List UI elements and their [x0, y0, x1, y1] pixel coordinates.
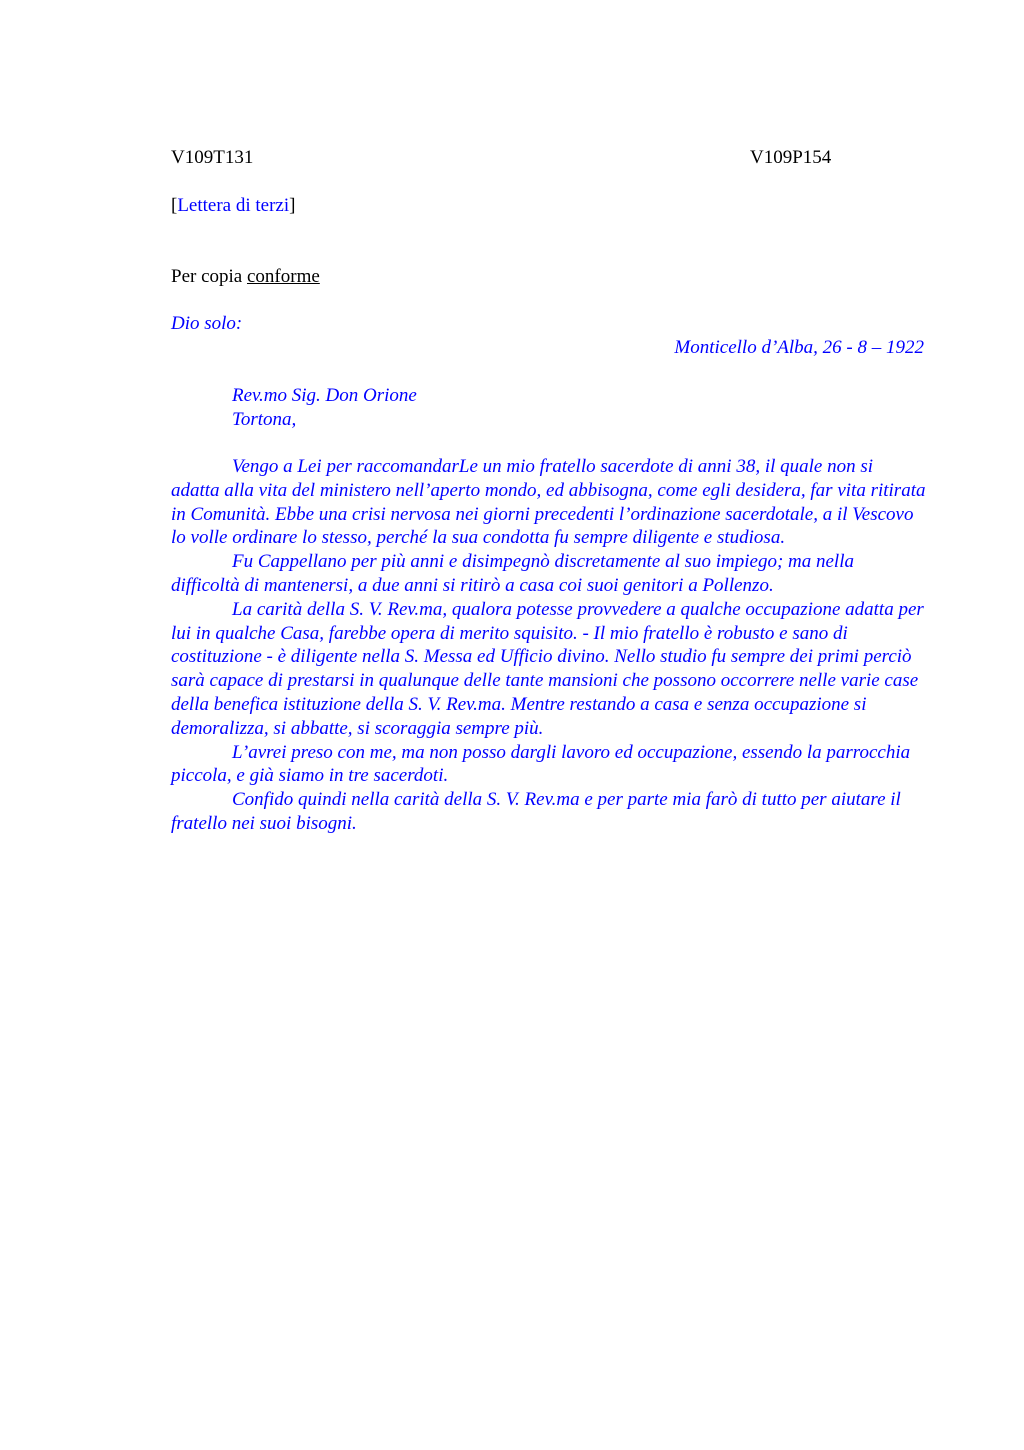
editorial-note-label: Lettera di terzi	[177, 195, 290, 216]
addressee-line-1: Rev.mo Sig. Don Orione	[232, 385, 417, 406]
letter-paragraph: La carità della S. V. Rev.ma, qualora potesse provvedere a qualche occupazione adatta per lui in qualche Casa, farebbe opera di merito squisito. - Il mio fratello è robusto e sano di costituzione - è diligente nella S. Messa ed Ufficio divino. Nello studio fu sempre dei primi perciò sarà capace di prestarsi in qualunque delle tante mansioni che possono occorrere nelle varie case della benefica istituzione della S. V. Rev.ma. Mentre restando a casa e senza occupazione si demoralizza, si abbatte, si scoraggia sempre più.	[171, 598, 924, 739]
letter-body	[171, 455, 926, 836]
copy-statement	[171, 266, 320, 288]
letter-paragraph: Confido quindi nella carità della S. V. Rev.ma e per parte mia farò di tutto per aiutare il fratello nei suoi bisogni.	[171, 789, 901, 834]
letter-paragraph: Vengo a Lei per raccomandarLe un mio fratello sacerdote di anni 38, il quale non si adatta alla vita del ministero nell’aperto mondo, ed abbisogna, come egli desidera, far vita ritirata in Comunità. Ebbe una crisi nervosa nei giorni precedenti l’ordinazione sacerdotale, a il Vescovo lo volle ordinare lo stesso, perché la sua condotta fu sempre diligente e studiosa.	[171, 456, 926, 549]
editorial-note	[171, 195, 295, 217]
copy-statement-prefix: Per copia	[171, 266, 247, 287]
addressee-line-2: Tortona,	[232, 409, 297, 430]
letter-addressee	[232, 384, 417, 432]
open-bracket: [	[171, 195, 178, 216]
copy-statement-underlined: conforme	[246, 266, 320, 287]
close-bracket: ]	[289, 195, 296, 216]
letter-paragraph: L’avrei preso con me, ma non posso dargli lavoro ed occupazione, essendo la parrocchia piccola, e già siamo in tre sacerdoti.	[171, 741, 911, 787]
reference-code-left: V109T131	[171, 147, 254, 168]
reference-code-right: V109P154	[750, 147, 832, 168]
letter-paragraph: Fu Cappellano per più anni e disimpegnò discretamente al suo impiego; ma nella difficoltà di mantenersi, a due anni si ritirò a casa coi suoi genitori a Pollenzo.	[171, 551, 854, 596]
letter-invocation: Dio solo:	[171, 313, 243, 334]
letter-place-date: Monticello d’Alba, 26 - 8 – 1922	[674, 337, 924, 358]
